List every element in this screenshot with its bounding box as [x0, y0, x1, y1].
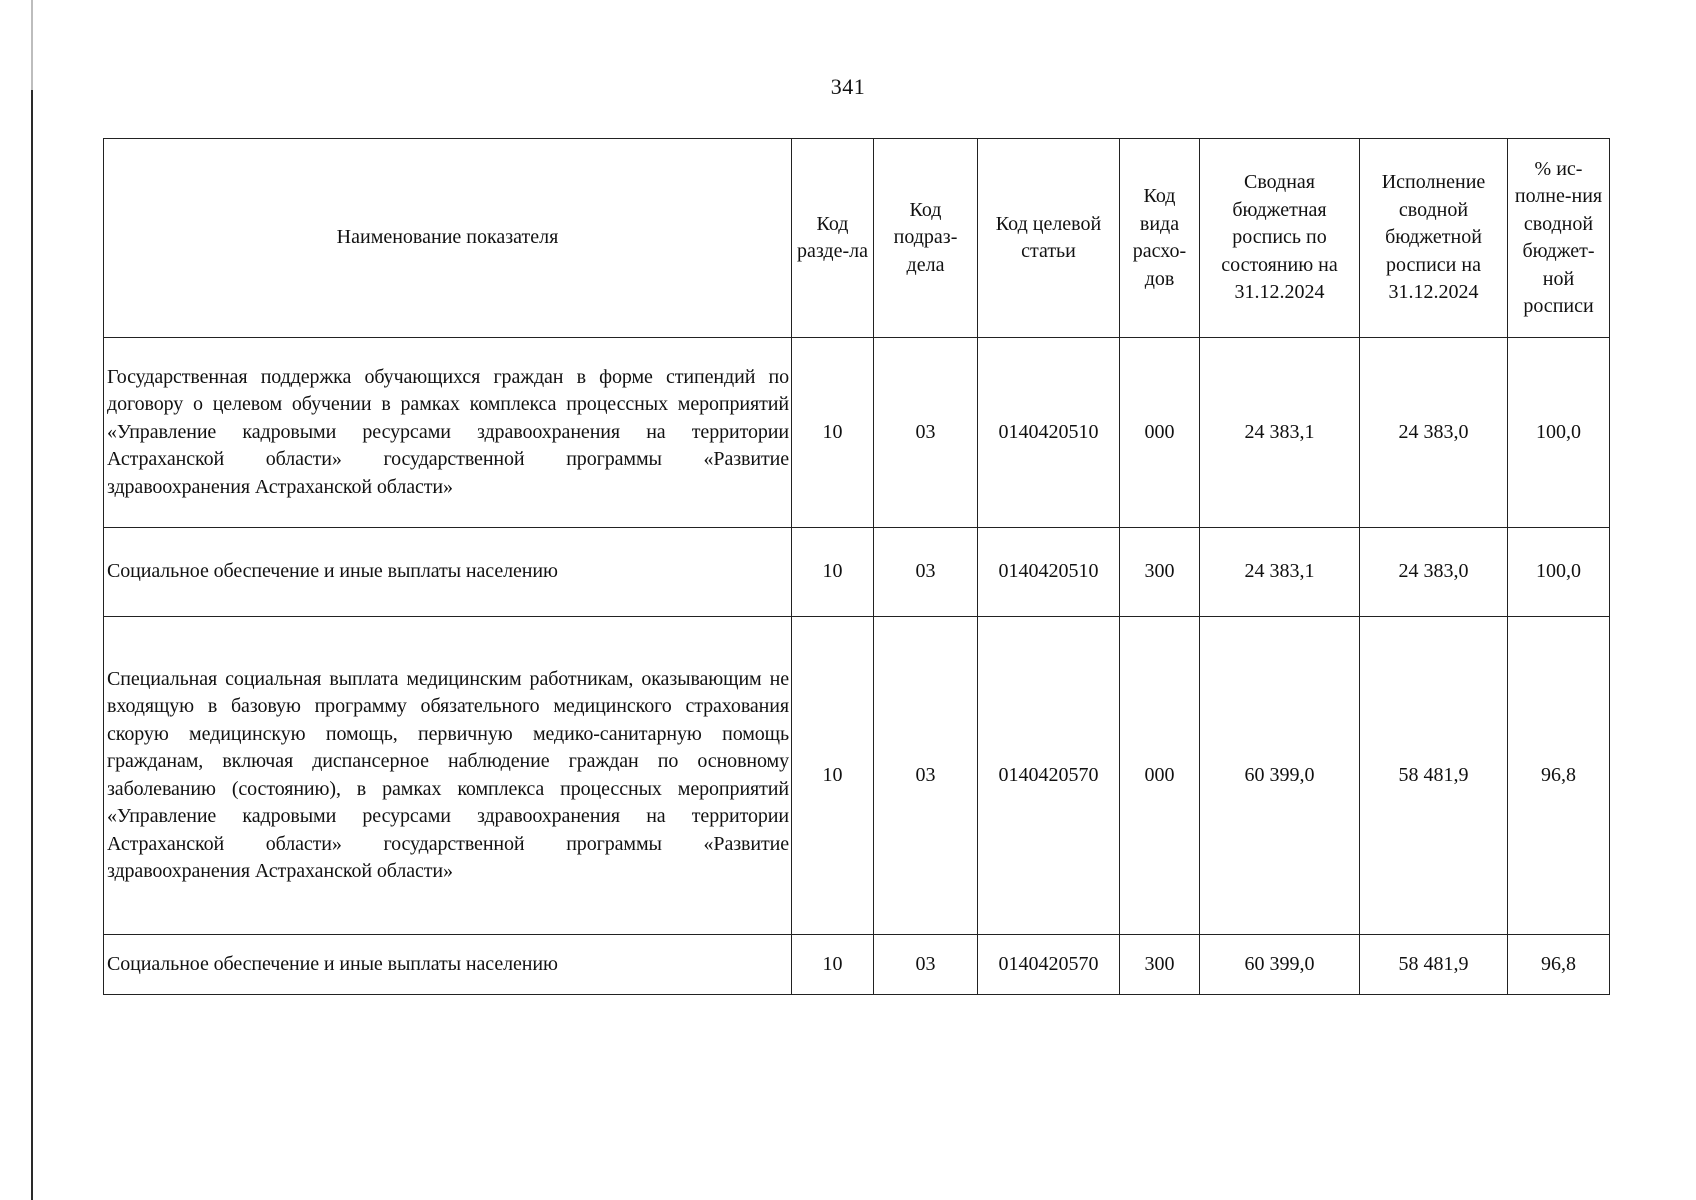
row-expense-type-code: 000 [1120, 617, 1200, 935]
header-execution: Исполнение сводной бюджетной росписи на 31.12.2024 [1360, 139, 1508, 338]
row-subsection-code: 03 [874, 935, 978, 995]
page-number: 341 [830, 74, 866, 99]
row-execution-value: 24 383,0 [1360, 338, 1508, 528]
row-section-code: 10 [792, 935, 874, 995]
row-budget-list-value: 60 399,0 [1200, 617, 1360, 935]
row-section-code: 10 [792, 528, 874, 617]
row-target-article-code: 0140420510 [978, 528, 1120, 617]
row-subsection-code: 03 [874, 528, 978, 617]
row-target-article-code: 0140420570 [978, 935, 1120, 995]
header-execution-percent: % ис-полне-ния сводной бюджет-ной росписи [1508, 139, 1610, 338]
row-execution-percent: 96,8 [1508, 935, 1610, 995]
table-header-row [104, 139, 1610, 338]
row-budget-list-value: 60 399,0 [1200, 935, 1360, 995]
row-name: Социальное обеспечение и иные выплаты населению [104, 528, 792, 617]
row-execution-percent: 100,0 [1508, 528, 1610, 617]
row-name: Государственная поддержка обучающихся граждан в форме стипендий по договору о целевом обучении в рамках комплекса процессных мероприятий «Управление кадровыми ресурсами здравоохранения на территории Астраханской области» государственной программы «Развитие здравоохранения Астраханской области» [104, 338, 792, 528]
header-target-article-code: Код целевой статьи [978, 139, 1120, 338]
table-row [104, 617, 1610, 935]
row-section-code: 10 [792, 338, 874, 528]
table-row [104, 528, 1610, 617]
row-subsection-code: 03 [874, 338, 978, 528]
header-expense-type-code: Код вида расхо-дов [1120, 139, 1200, 338]
row-expense-type-code: 300 [1120, 528, 1200, 617]
row-expense-type-code: 000 [1120, 338, 1200, 528]
row-subsection-code: 03 [874, 617, 978, 935]
table-row [104, 935, 1610, 995]
row-budget-list-value: 24 383,1 [1200, 338, 1360, 528]
row-execution-value: 58 481,9 [1360, 935, 1508, 995]
header-budget-list: Сводная бюджетная роспись по состоянию на 31.12.2024 [1200, 139, 1360, 338]
row-execution-value: 58 481,9 [1360, 617, 1508, 935]
row-execution-value: 24 383,0 [1360, 528, 1508, 617]
row-expense-type-code: 300 [1120, 935, 1200, 995]
row-name: Социальное обеспечение и иные выплаты населению [104, 935, 792, 995]
row-section-code: 10 [792, 617, 874, 935]
scan-page-edge [31, 0, 33, 1200]
header-section-code: Код разде-ла [792, 139, 874, 338]
row-target-article-code: 0140420570 [978, 617, 1120, 935]
budget-execution-table [103, 138, 1610, 995]
table-row [104, 338, 1610, 528]
row-budget-list-value: 24 383,1 [1200, 528, 1360, 617]
header-subsection-code: Код подраз-дела [874, 139, 978, 338]
header-name: Наименование показателя [104, 139, 792, 338]
row-execution-percent: 96,8 [1508, 617, 1610, 935]
row-execution-percent: 100,0 [1508, 338, 1610, 528]
row-target-article-code: 0140420510 [978, 338, 1120, 528]
row-name: Специальная социальная выплата медицинским работникам, оказывающим не входящую в базовую программу обязательного медицинского страхования скорую медицинскую помощь, первичную медико-санитарную помощь гражданам, включая диспансерное наблюдение граждан по основному заболеванию (состоянию), в рамках комплекса процессных мероприятий «Управление кадровыми ресурсами здравоохранения на территории Астраханской области» государственной программы «Развитие здравоохранения Астраханской области» [104, 617, 792, 935]
